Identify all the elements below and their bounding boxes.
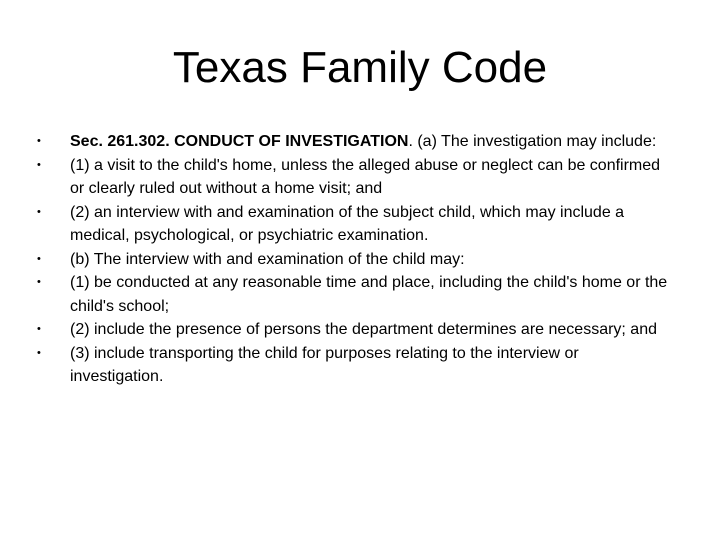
bullet-item-4: [0, 248, 720, 272]
bullet-dot-icon: •: [37, 276, 41, 288]
bullet-item-1: [0, 130, 720, 154]
bullet-text: (2) include the presence of persons the department determines are necessary; and: [70, 321, 657, 338]
bullet-dot-icon: •: [37, 346, 41, 359]
bullet-item-2: [0, 154, 720, 201]
bullet-item-7: [0, 342, 720, 389]
bullet-dot-icon: •: [37, 252, 41, 265]
bullet-text: (b) The interview with and examination of the child may:: [70, 250, 465, 268]
bullet-dot-icon: •: [37, 135, 41, 147]
slide-title: Texas Family Code: [172, 43, 548, 92]
bullet-list: [0, 130, 720, 389]
bullet-text: (2) an interview with and examination of the subject child, which may include a medical, psychological, or psychiatric examination.: [70, 203, 625, 244]
section-heading: Sec. 261.302. CONDUCT OF INVESTIGATION: [70, 133, 409, 150]
bullet-text: (3) include transporting the child for purposes relating to the interview or investigation.: [70, 344, 579, 385]
bullet-text: . (a) The investigation may include:: [408, 133, 657, 150]
bullet-dot-icon: •: [37, 323, 41, 335]
bullet-text: (1) be conducted at any reasonable time and place, including the child's home or the child's school;: [70, 274, 668, 315]
bullet-item-5: [0, 271, 720, 318]
bullet-dot-icon: •: [37, 205, 41, 218]
bullet-text: (1) a visit to the child's home, unless the alleged abuse or neglect can be confirmed or clearly ruled out without a home visit; and: [70, 156, 661, 197]
bullet-dot-icon: •: [37, 158, 41, 171]
bullet-item-3: [0, 201, 720, 248]
bullet-item-6: [0, 318, 720, 342]
